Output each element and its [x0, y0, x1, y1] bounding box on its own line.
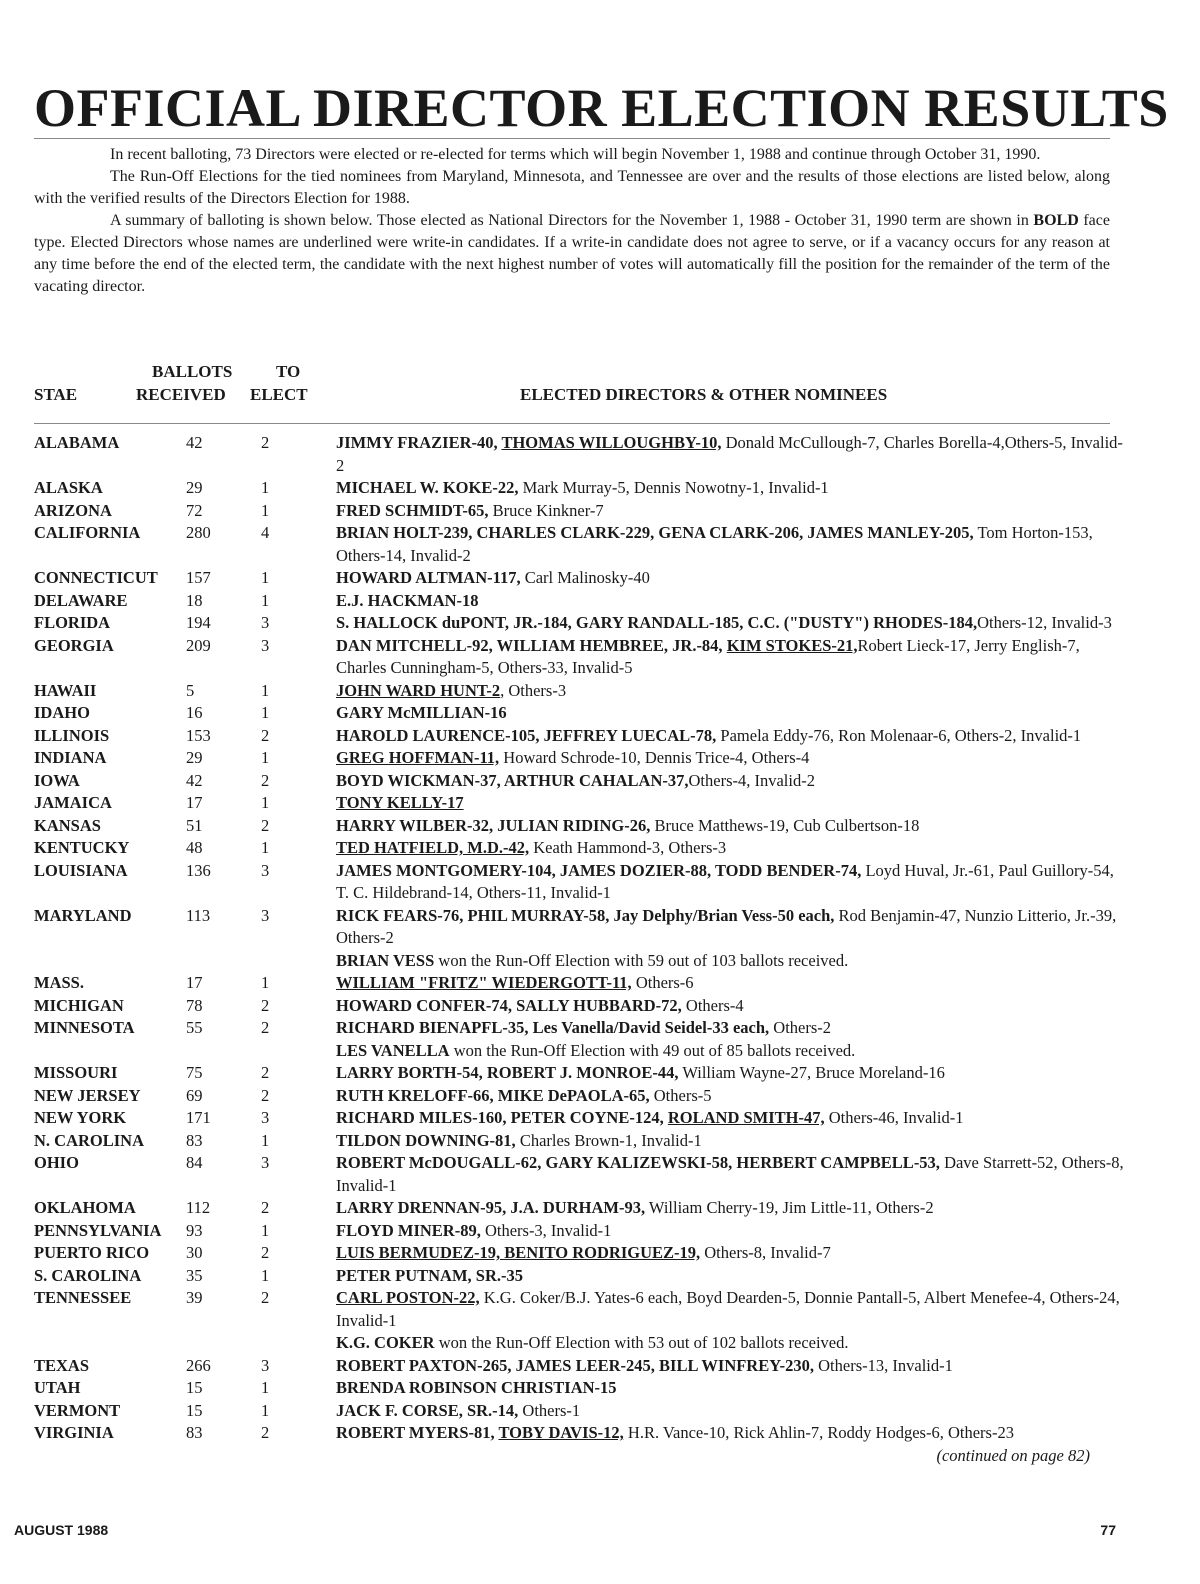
elected-directors: LES VANELLA	[336, 1040, 450, 1060]
continued-note: (continued on page 82)	[936, 1445, 1090, 1465]
other-nominees: won the Run-Off Election with 59 out of 103 ballots received.	[434, 950, 849, 970]
state-name: CALIFORNIA	[34, 523, 141, 542]
to-elect: 3	[261, 905, 270, 925]
intro-paragraph: In recent balloting, 73 Directors were elected or re-elected for terms which will begin November 1, 1988 and continue through October 31, 1990.	[110, 146, 1041, 163]
to-elect: 1	[261, 590, 270, 610]
runoff-result	[336, 1040, 1124, 1063]
to-elect: 2	[261, 1288, 270, 1307]
elected-directors: HARRY WILBER-32, JULIAN RIDING-26,	[336, 815, 651, 835]
nominees-cell	[336, 1062, 1124, 1085]
nominees-cell	[336, 500, 1124, 523]
intro-paragraph: A summary of balloting is shown below. Those elected as National Directors for the November 1, 1988 - October 31, 1990 term are shown in BOLD face type. Elected Directors whose names are underlined were write-in candidates. If a write-in candidate does not agree to serve, or if a vacancy occurs for any reason at any time before the end of the elected term, the candidate with the next highest number of votes will automatically fill the position for the remainder of the term of the vacating director.	[34, 212, 1110, 295]
nominees-cell	[336, 680, 1124, 703]
elected-directors: BRIAN VESS	[336, 950, 435, 970]
nominees-cell	[336, 770, 1124, 793]
state-name: LOUISIANA	[34, 860, 128, 880]
nominees-cell	[336, 477, 1124, 500]
state-name: VIRGINIA	[34, 1423, 114, 1442]
ballots-received: 113	[186, 905, 211, 925]
nominees-cell	[336, 1130, 1124, 1153]
to-elect: 1	[261, 973, 270, 992]
ballots-received: 39	[186, 1288, 203, 1307]
ballots-received: 78	[186, 995, 203, 1015]
state-name: MINNESOTA	[34, 1018, 135, 1037]
ballots-received: 83	[186, 1423, 203, 1442]
ballots-received: 194	[186, 613, 211, 632]
to-elect: 3	[261, 1153, 270, 1172]
results-table	[0, 432, 1200, 1467]
to-elect: 3	[261, 1108, 270, 1127]
state-name: IOWA	[34, 770, 80, 790]
state-name: KANSAS	[34, 815, 101, 835]
header-to-line2: ELECT	[250, 385, 308, 404]
nominees-cell	[336, 702, 1124, 725]
table-row	[0, 747, 1200, 770]
table-row	[0, 590, 1200, 613]
other-nominees: H.R. Vance-10, Rick Ahlin-7, Roddy Hodges-6, Others-23	[623, 1423, 1014, 1442]
nominees-cell	[336, 815, 1124, 838]
elected-directors: HOWARD CONFER-74, SALLY HUBBARD-72,	[336, 995, 682, 1015]
other-nominees: Others-6	[631, 973, 694, 992]
other-nominees: Others-1	[518, 1400, 581, 1420]
elected-directors: S. HALLOCK duPONT, JR.-184, GARY RANDALL-185, C.C. ("DUSTY") RHODES-184,	[336, 613, 978, 632]
to-elect: 2	[261, 1198, 270, 1217]
to-elect: 2	[261, 995, 270, 1015]
elected-directors: FLOYD MINER-89,	[336, 1220, 481, 1240]
state-name: S. CAROLINA	[34, 1265, 142, 1285]
ballots-received: 42	[186, 770, 203, 790]
runoff-result	[336, 1332, 1124, 1355]
table-row	[0, 477, 1200, 500]
write-in-elected: LUIS BERMUDEZ-19, BENITO RODRIGUEZ-19,	[336, 1243, 701, 1262]
other-nominees: William Cherry-19, Jim Little-11, Others-2	[645, 1198, 934, 1217]
ballots-received: 5	[186, 680, 195, 700]
elected-directors: ROBERT McDOUGALL-62, GARY KALIZEWSKI-58, HERBERT CAMPBELL-53,	[336, 1153, 940, 1172]
to-elect: 2	[261, 1423, 270, 1442]
other-nominees: Rod Benjamin-47, Nunzio Litterio, Jr.-39, Others-2	[336, 905, 1117, 947]
other-nominees: Others-13, Invalid-1	[814, 1355, 953, 1375]
nominees-cell	[336, 972, 1124, 995]
to-elect: 2	[261, 1243, 270, 1262]
to-elect: 1	[261, 1220, 270, 1240]
other-nominees: Carl Malinosky-40	[520, 568, 650, 587]
other-nominees: Others-12, Invalid-3	[977, 613, 1112, 632]
elected-directors: JIMMY FRAZIER-40,	[336, 433, 502, 452]
nominees-cell	[336, 1152, 1124, 1197]
ballots-received: 30	[186, 1243, 203, 1262]
ballots-received: 72	[186, 500, 203, 520]
other-nominees: Others-3, Invalid-1	[480, 1220, 612, 1240]
nominees-cell	[336, 747, 1124, 770]
ballots-received: 42	[186, 433, 203, 452]
state-name: VERMONT	[34, 1400, 121, 1420]
state-name: PUERTO RICO	[34, 1243, 150, 1262]
ballots-received: 280	[186, 523, 211, 542]
state-name: N. CAROLINA	[34, 1130, 145, 1150]
to-elect: 1	[261, 1265, 270, 1285]
ballots-received: 48	[186, 838, 203, 857]
nominees-cell	[336, 432, 1124, 477]
nominees-cell	[336, 1107, 1124, 1130]
table-row	[0, 1265, 1200, 1288]
elected-directors: DAN MITCHELL-92, WILLIAM HEMBREE, JR.-84,	[336, 635, 727, 655]
state-name: TEXAS	[34, 1355, 90, 1375]
to-elect: 2	[261, 1018, 270, 1037]
nominees-cell	[336, 1017, 1124, 1062]
table-row	[0, 725, 1200, 748]
other-nominees: Dave Starrett-52, Others-8, Invalid-1	[336, 1153, 1124, 1195]
state-name: ALABAMA	[34, 433, 120, 452]
ballots-received: 35	[186, 1265, 203, 1285]
state-name: MICHIGAN	[34, 995, 124, 1015]
to-elect: 1	[261, 703, 270, 722]
write-in-elected: ROLAND SMITH-47,	[667, 1108, 825, 1127]
other-nominees: , Others-3	[500, 680, 567, 700]
nominees-cell	[336, 1355, 1124, 1378]
other-nominees: Others-46, Invalid-1	[824, 1108, 964, 1127]
state-name: NEW JERSEY	[34, 1085, 141, 1105]
to-elect: 2	[261, 725, 270, 745]
other-nominees: Tom Horton-153, Others-14, Invalid-2	[336, 523, 1093, 565]
to-elect: 2	[261, 1085, 270, 1105]
table-row	[0, 1017, 1200, 1062]
nominees-cell	[336, 635, 1124, 680]
nominees-cell	[336, 725, 1124, 748]
to-elect: 1	[261, 500, 270, 520]
other-nominees: Bruce Matthews-19, Cub Culbertson-18	[650, 815, 920, 835]
elected-directors: RICK FEARS-76, PHIL MURRAY-58, Jay Delphy/Brian Vess-50 each,	[336, 905, 835, 925]
write-in-elected: TED HATFIELD, M.D.-42,	[336, 838, 530, 857]
runoff-result	[336, 950, 1124, 973]
table-row	[0, 1422, 1200, 1465]
other-nominees: Others-8, Invalid-7	[700, 1243, 831, 1262]
ballots-received: 15	[186, 1400, 203, 1420]
table-row	[0, 1130, 1200, 1153]
other-nominees: won the Run-Off Election with 49 out of 85 ballots received.	[449, 1040, 856, 1060]
table-row	[0, 972, 1200, 995]
ballots-received: 209	[186, 635, 211, 655]
table-row	[0, 1107, 1200, 1130]
ballots-received: 75	[186, 1063, 203, 1082]
write-in-elected: KIM STOKES-21,	[726, 635, 858, 655]
nominees-cell	[336, 995, 1124, 1018]
table-row	[0, 1085, 1200, 1108]
to-elect: 1	[261, 793, 270, 812]
other-nominees: Others-2	[769, 1018, 832, 1037]
table-row	[0, 1355, 1200, 1378]
ballots-received: 51	[186, 815, 203, 835]
state-name: ARIZONA	[34, 500, 112, 520]
nominees-cell	[336, 1377, 1124, 1400]
to-elect: 1	[261, 1378, 270, 1397]
state-name: GEORGIA	[34, 635, 114, 655]
other-nominees: Robert Lieck-17, Jerry English-7, Charles Cunningham-5, Others-33, Invalid-5	[336, 635, 1080, 677]
state-name: ILLINOIS	[34, 725, 110, 745]
table-row	[0, 680, 1200, 703]
table-row	[0, 860, 1200, 905]
ballots-received: 266	[186, 1355, 211, 1375]
table-row	[0, 1197, 1200, 1220]
other-nominees: Donald McCullough-7, Charles Borella-4,Others-5, Invalid-2	[336, 433, 1123, 475]
elected-directors: JACK F. CORSE, SR.-14,	[336, 1400, 519, 1420]
nominees-cell	[336, 905, 1124, 973]
table-row	[0, 635, 1200, 680]
state-name: MARYLAND	[34, 905, 132, 925]
to-elect: 1	[261, 1400, 270, 1420]
write-in-elected: GREG HOFFMAN-11,	[336, 748, 500, 767]
state-name: OHIO	[34, 1153, 79, 1172]
table-row	[0, 1377, 1200, 1400]
nominees-cell	[336, 1400, 1124, 1423]
page-number: 77	[1100, 1522, 1116, 1538]
elected-directors: ROBERT MYERS-81,	[336, 1423, 499, 1442]
state-name: FLORIDA	[34, 613, 111, 632]
table-row	[0, 815, 1200, 838]
nominees-cell	[336, 860, 1124, 905]
ballots-received: 157	[186, 568, 211, 587]
table-row	[0, 1242, 1200, 1265]
elected-directors: BOYD WICKMAN-37, ARTHUR CAHALAN-37,	[336, 770, 689, 790]
write-in-elected: CARL POSTON-22,	[336, 1288, 480, 1307]
ballots-received: 55	[186, 1018, 203, 1037]
state-name: JAMAICA	[34, 793, 112, 812]
to-elect: 1	[261, 1130, 270, 1150]
table-row	[0, 905, 1200, 973]
ballots-received: 171	[186, 1108, 211, 1127]
to-elect: 1	[261, 748, 270, 767]
other-nominees: Pamela Eddy-76, Ron Molenaar-6, Others-2, Invalid-1	[716, 725, 1082, 745]
other-nominees: won the Run-Off Election with 53 out of 102 ballots received.	[434, 1333, 849, 1352]
table-row	[0, 1400, 1200, 1423]
ballots-received: 84	[186, 1153, 203, 1172]
title-rule	[34, 138, 1110, 139]
state-name: IDAHO	[34, 703, 90, 722]
ballots-received: 29	[186, 748, 203, 767]
table-row	[0, 432, 1200, 477]
other-nominees: William Wayne-27, Bruce Moreland-16	[678, 1063, 945, 1082]
to-elect: 3	[261, 860, 270, 880]
state-name: KENTUCKY	[34, 838, 130, 857]
ballots-received: 112	[186, 1198, 211, 1217]
page-title: OFFICIAL DIRECTOR ELECTION RESULTS	[34, 78, 1169, 138]
nominees-cell	[336, 1197, 1124, 1220]
to-elect: 2	[261, 815, 270, 835]
state-name: TENNESSEE	[34, 1288, 132, 1307]
nominees-cell	[336, 792, 1124, 815]
other-nominees: K.G. Coker/B.J. Yates-6 each, Boyd Dearden-5, Donnie Pantall-5, Albert Menefee-4, Others-24, Invalid-1	[336, 1288, 1120, 1330]
ballots-received: 15	[186, 1378, 203, 1397]
elected-directors: LARRY BORTH-54, ROBERT J. MONROE-44,	[336, 1063, 679, 1082]
table-row	[0, 702, 1200, 725]
header-ballots-line1: BALLOTS	[152, 362, 233, 381]
to-elect: 3	[261, 635, 270, 655]
intro-text	[34, 144, 1110, 298]
elected-directors: LARRY DRENNAN-95, J.A. DURHAM-93,	[336, 1198, 646, 1217]
header-to-line1: TO	[276, 362, 301, 381]
state-name: UTAH	[34, 1378, 81, 1397]
ballots-received: 69	[186, 1085, 203, 1105]
header-rule	[34, 423, 1110, 424]
ballots-received: 17	[186, 793, 203, 812]
table-row	[0, 770, 1200, 793]
table-row	[0, 995, 1200, 1018]
nominees-cell	[336, 1287, 1124, 1355]
nominees-cell	[336, 1085, 1124, 1108]
write-in-elected: JOHN WARD HUNT-2	[336, 680, 501, 700]
state-name: HAWAII	[34, 680, 97, 700]
ballots-received: 83	[186, 1130, 203, 1150]
footer-date: AUGUST 1988	[14, 1522, 109, 1538]
state-name: INDIANA	[34, 748, 107, 767]
state-name: MISSOURI	[34, 1063, 118, 1082]
nominees-cell	[336, 837, 1124, 860]
state-name: NEW YORK	[34, 1108, 127, 1127]
state-name: OKLAHOMA	[34, 1198, 136, 1217]
to-elect: 2	[261, 770, 270, 790]
ballots-received: 17	[186, 973, 203, 992]
state-name: PENNSYLVANIA	[34, 1220, 162, 1240]
elected-directors: JAMES MONTGOMERY-104, JAMES DOZIER-88, TODD BENDER-74,	[336, 860, 862, 880]
elected-directors: PETER PUTNAM, SR.-35	[336, 1265, 524, 1285]
header-ballots-line2: RECEIVED	[136, 385, 226, 404]
elected-directors: TILDON DOWNING-81,	[336, 1130, 516, 1150]
to-elect: 3	[261, 1355, 270, 1375]
elected-directors: K.G. COKER	[336, 1333, 435, 1352]
other-nominees: Keath Hammond-3, Others-3	[529, 838, 727, 857]
to-elect: 1	[261, 838, 270, 857]
to-elect: 2	[261, 433, 270, 452]
elected-directors: MICHAEL W. KOKE-22,	[336, 478, 519, 497]
ballots-received: 93	[186, 1220, 203, 1240]
elected-directors: ROBERT PAXTON-265, JAMES LEER-245, BILL WINFREY-230,	[336, 1355, 815, 1375]
table-row	[0, 567, 1200, 590]
other-nominees: Bruce Kinkner-7	[488, 500, 604, 520]
table-row	[0, 792, 1200, 815]
to-elect: 2	[261, 1063, 270, 1082]
elected-directors: HOWARD ALTMAN-117,	[336, 568, 521, 587]
header-nominees: ELECTED DIRECTORS & OTHER NOMINEES	[520, 385, 888, 404]
state-name: DELAWARE	[34, 590, 128, 610]
elected-directors: BRIAN HOLT-239, CHARLES CLARK-229, GENA CLARK-206, JAMES MANLEY-205,	[336, 523, 974, 542]
table-row	[0, 1220, 1200, 1243]
write-in-elected: THOMAS WILLOUGHBY-10,	[501, 433, 722, 452]
table-row	[0, 500, 1200, 523]
to-elect: 4	[261, 523, 270, 542]
ballots-received: 29	[186, 478, 203, 497]
nominees-cell	[336, 1422, 1124, 1465]
nominees-cell	[336, 1242, 1124, 1265]
elected-directors: RICHARD BIENAPFL-35, Les Vanella/David Seidel-33 each,	[336, 1018, 770, 1037]
other-nominees: Mark Murray-5, Dennis Nowotny-1, Invalid-1	[518, 478, 829, 497]
table-row	[0, 1062, 1200, 1085]
state-name: ALASKA	[34, 478, 103, 497]
other-nominees: Others-4, Invalid-2	[688, 770, 815, 790]
to-elect: 3	[261, 613, 270, 632]
nominees-cell	[336, 612, 1124, 635]
other-nominees: Charles Brown-1, Invalid-1	[515, 1130, 702, 1150]
state-name: MASS.	[34, 973, 84, 992]
other-nominees: Others-4	[681, 995, 744, 1015]
elected-directors: HAROLD LAURENCE-105, JEFFREY LUECAL-78,	[336, 725, 717, 745]
ballots-received: 136	[186, 860, 211, 880]
table-row	[0, 1287, 1200, 1355]
ballots-received: 16	[186, 703, 203, 722]
write-in-elected: TOBY DAVIS-12,	[498, 1423, 624, 1442]
table-row	[0, 522, 1200, 567]
elected-directors: RICHARD MILES-160, PETER COYNE-124,	[336, 1108, 668, 1127]
to-elect: 1	[261, 680, 270, 700]
other-nominees: Howard Schrode-10, Dennis Trice-4, Others-4	[499, 748, 810, 767]
to-elect: 1	[261, 568, 270, 587]
nominees-cell	[336, 567, 1124, 590]
table-row	[0, 1152, 1200, 1197]
nominees-cell	[336, 522, 1124, 567]
write-in-elected: WILLIAM "FRITZ" WIEDERGOTT-11,	[336, 973, 632, 992]
nominees-cell	[336, 1265, 1124, 1288]
to-elect: 1	[261, 478, 270, 497]
elected-directors: E.J. HACKMAN-18	[336, 590, 479, 610]
other-nominees: Others-5	[649, 1085, 712, 1105]
elected-directors: FRED SCHMIDT-65,	[336, 500, 489, 520]
ballots-received: 153	[186, 725, 211, 745]
elected-directors: BRENDA ROBINSON CHRISTIAN-15	[336, 1378, 617, 1397]
other-nominees: Loyd Huval, Jr.-61, Paul Guillory-54, T. C. Hildebrand-14, Others-11, Invalid-1	[336, 860, 1114, 902]
ballots-received: 18	[186, 590, 203, 610]
nominees-cell	[336, 1220, 1124, 1243]
table-row	[0, 837, 1200, 860]
write-in-elected: TONY KELLY-17	[336, 793, 464, 812]
state-name: CONNECTICUT	[34, 568, 158, 587]
elected-directors: RUTH KRELOFF-66, MIKE DePAOLA-65,	[336, 1085, 650, 1105]
table-row	[0, 612, 1200, 635]
header-state: STAE	[34, 385, 78, 404]
nominees-cell	[336, 590, 1124, 613]
intro-paragraph: The Run-Off Elections for the tied nominees from Maryland, Minnesota, and Tennessee are over and the results of those elections are listed below, along with the verified results of the Directors Election for 1988.	[34, 168, 1110, 207]
elected-directors: GARY McMILLIAN-16	[336, 703, 507, 722]
